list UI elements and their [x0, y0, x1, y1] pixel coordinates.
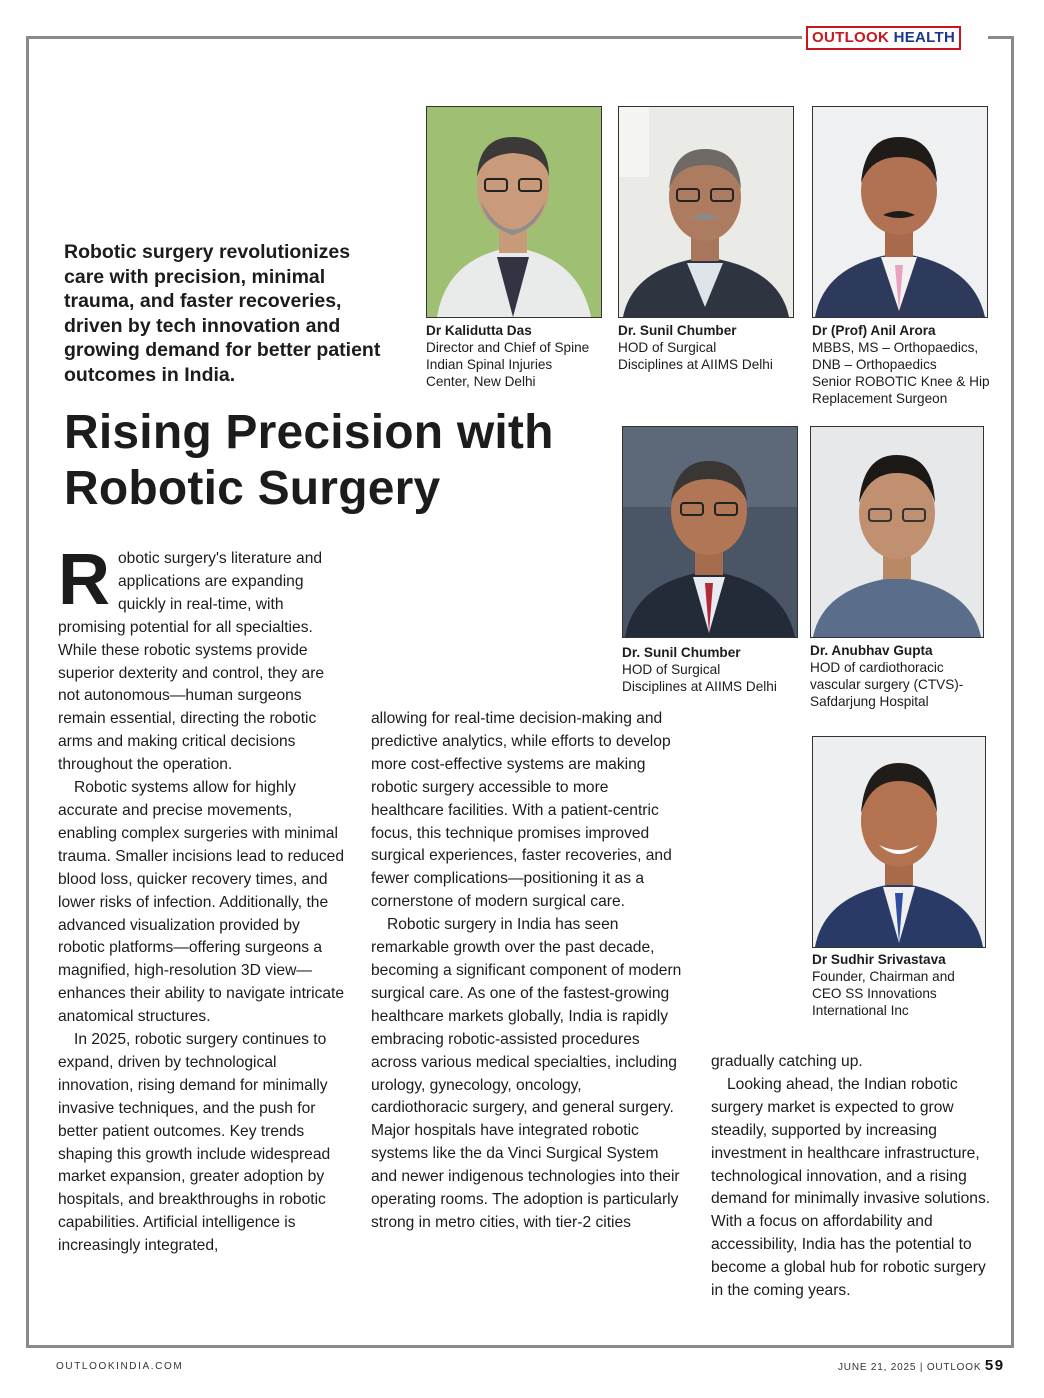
person-title-line: HOD of Surgical — [618, 340, 717, 355]
portrait-photo-anubhav-gupta — [810, 426, 984, 638]
body-paragraph: In 2025, robotic surgery continues to expand, driven by technological innovation, rising demand for minimally invasive techniques, and the push for better patient outcomes. Key trends shaping this growth include widespread market expansion, greater adoption by hospitals, and breakthroughs in robotic capabilities. Artificial intelligence is increasingly integrated, — [58, 1031, 331, 1255]
headline-line-1: Rising Precision with — [64, 406, 554, 459]
person-title-line: HOD of Surgical — [622, 662, 721, 677]
footer-magazine: OUTLOOK — [926, 1362, 982, 1373]
person-title-line: HOD of cardiothoracic — [810, 660, 944, 675]
page-number: 59 — [984, 1357, 1005, 1374]
person-title-line: Disciplines at AIIMS Delhi — [618, 357, 773, 372]
body-paragraph-text: obotic surgery's literature and applications are expanding quickly in real-time, with promising potential for all specialties. While these robotic systems provide superior dexterity and control, they are not autonomous—human surgeons remain essential, directing the robotic arms and making critical decisions throughout the operation. — [58, 550, 325, 774]
person-title-line: Safdarjung Hospital — [810, 694, 929, 709]
person-name: Dr Sudhir Srivastava — [812, 952, 946, 967]
footer-separator: | — [919, 1362, 924, 1373]
body-paragraph: Looking ahead, the Indian robotic surgery market is expected to grow steadily, supported by increasing investment in healthcare infrastructure, technological innovation, and a rising demand for minimally invasive solutions. With a focus on affordability and accessibility, India has the potential to become a global hub for robotic surgery in the coming years. — [711, 1075, 991, 1300]
body-column-1 — [58, 540, 350, 1258]
frame-right — [1011, 36, 1014, 1348]
portrait-photo-sunil-chumber-2 — [622, 426, 798, 638]
body-column-3 — [711, 1051, 991, 1303]
headline — [64, 405, 624, 517]
footer-date: JUNE 21, 2025 — [838, 1362, 917, 1373]
body-paragraph: Robotic systems allow for highly accurate and precise movements, enabling complex surgeries with minimal trauma. Smaller incisions lead to reduced blood loss, quicker recovery times, and lower risks of infection. Additionally, the advanced visualization provided by robotic platforms—offering surgeons a magnified, high-resolution 3D view—enhances their ability to navigate intricate anatomical structures. — [58, 779, 345, 1026]
person-title-line: Director and Chief of Spine — [426, 340, 590, 355]
body-paragraph: Robotic surgery in India has seen remarkable growth over the past decade, becoming a significant component of modern surgical care. As one of the fastest-growing healthcare markets globally, India is rapidly embracing robotic-assisted procedures across various medical specialties, including urology, gynecology, oncology, cardiothoracic surgery, and general surgery. Major hospitals have integrated robotic systems like the da Vinci Surgical System and newer indigenous technologies into their operating rooms. The adoption is particularly strong in metro cities, with tier-2 cities — [371, 916, 682, 1231]
person-name: Dr. Anubhav Gupta — [810, 643, 933, 658]
person-title-line: DNB – Orthopaedics — [812, 357, 937, 372]
section-brand-badge — [806, 26, 961, 50]
brand-health: HEALTH — [893, 29, 956, 46]
frame-left — [26, 36, 29, 1348]
person-title-line: International Inc — [812, 1003, 909, 1018]
drop-cap: R — [58, 540, 110, 620]
person-title-line: Replacement Surgeon — [812, 391, 948, 406]
footer-folio — [838, 1357, 1005, 1374]
brand-outlook: OUTLOOK — [812, 29, 890, 46]
portrait-photo-sudhir-srivastava — [812, 736, 986, 948]
person-title-line: vascular surgery (CTVS)- — [810, 677, 964, 692]
person-name: Dr. Sunil Chumber — [618, 323, 737, 338]
frame-bottom — [26, 1345, 1014, 1348]
person-title-line: Indian Spinal Injuries — [426, 357, 553, 372]
person-title-line: Center, New Delhi — [426, 374, 536, 389]
caption-sunil-chumber-2 — [622, 644, 807, 695]
portrait-photo-sunil-chumber — [618, 106, 794, 318]
footer-site: OUTLOOKINDIA.COM — [56, 1361, 184, 1372]
standfirst: Robotic surgery revolutionizes care with precision, minimal trauma, and faster recoveries, driven by tech innovation and growing demand for better patient outcomes in India. — [64, 241, 381, 386]
person-title-line: Founder, Chairman and — [812, 969, 955, 984]
headline-line-2: Robotic Surgery — [64, 462, 441, 515]
body-paragraph: allowing for real-time decision-making and predictive analytics, while efforts to develop more cost-effective systems are making robotic surgery accessible to more healthcare facilities. With a patient-centric focus, this technique promises improved surgical experiences, faster recoveries, and fewer complications—positioning it as a cornerstone of modern surgical care. — [371, 710, 672, 911]
caption-anubhav-gupta — [810, 642, 1005, 710]
person-title-line: CEO SS Innovations — [812, 986, 937, 1001]
body-column-2 — [371, 708, 683, 1235]
caption-sudhir-srivastava — [812, 951, 1007, 1019]
body-paragraph — [58, 540, 350, 777]
caption-anil-arora — [812, 322, 1007, 407]
portrait-photo-kalidutta-das — [426, 106, 602, 318]
frame-top-left — [26, 36, 802, 39]
person-title-line: Disciplines at AIIMS Delhi — [622, 679, 777, 694]
body-paragraph: gradually catching up. — [711, 1053, 863, 1070]
person-title-line: MBBS, MS – Orthopaedics, — [812, 340, 979, 355]
person-name: Dr Kalidutta Das — [426, 323, 532, 338]
person-name: Dr (Prof) Anil Arora — [812, 323, 936, 338]
person-name: Dr. Sunil Chumber — [622, 645, 741, 660]
caption-sunil-chumber — [618, 322, 803, 373]
portrait-photo-anil-arora — [812, 106, 988, 318]
person-title-line: Senior ROBOTIC Knee & Hip — [812, 374, 990, 389]
caption-kalidutta-das — [426, 322, 616, 390]
